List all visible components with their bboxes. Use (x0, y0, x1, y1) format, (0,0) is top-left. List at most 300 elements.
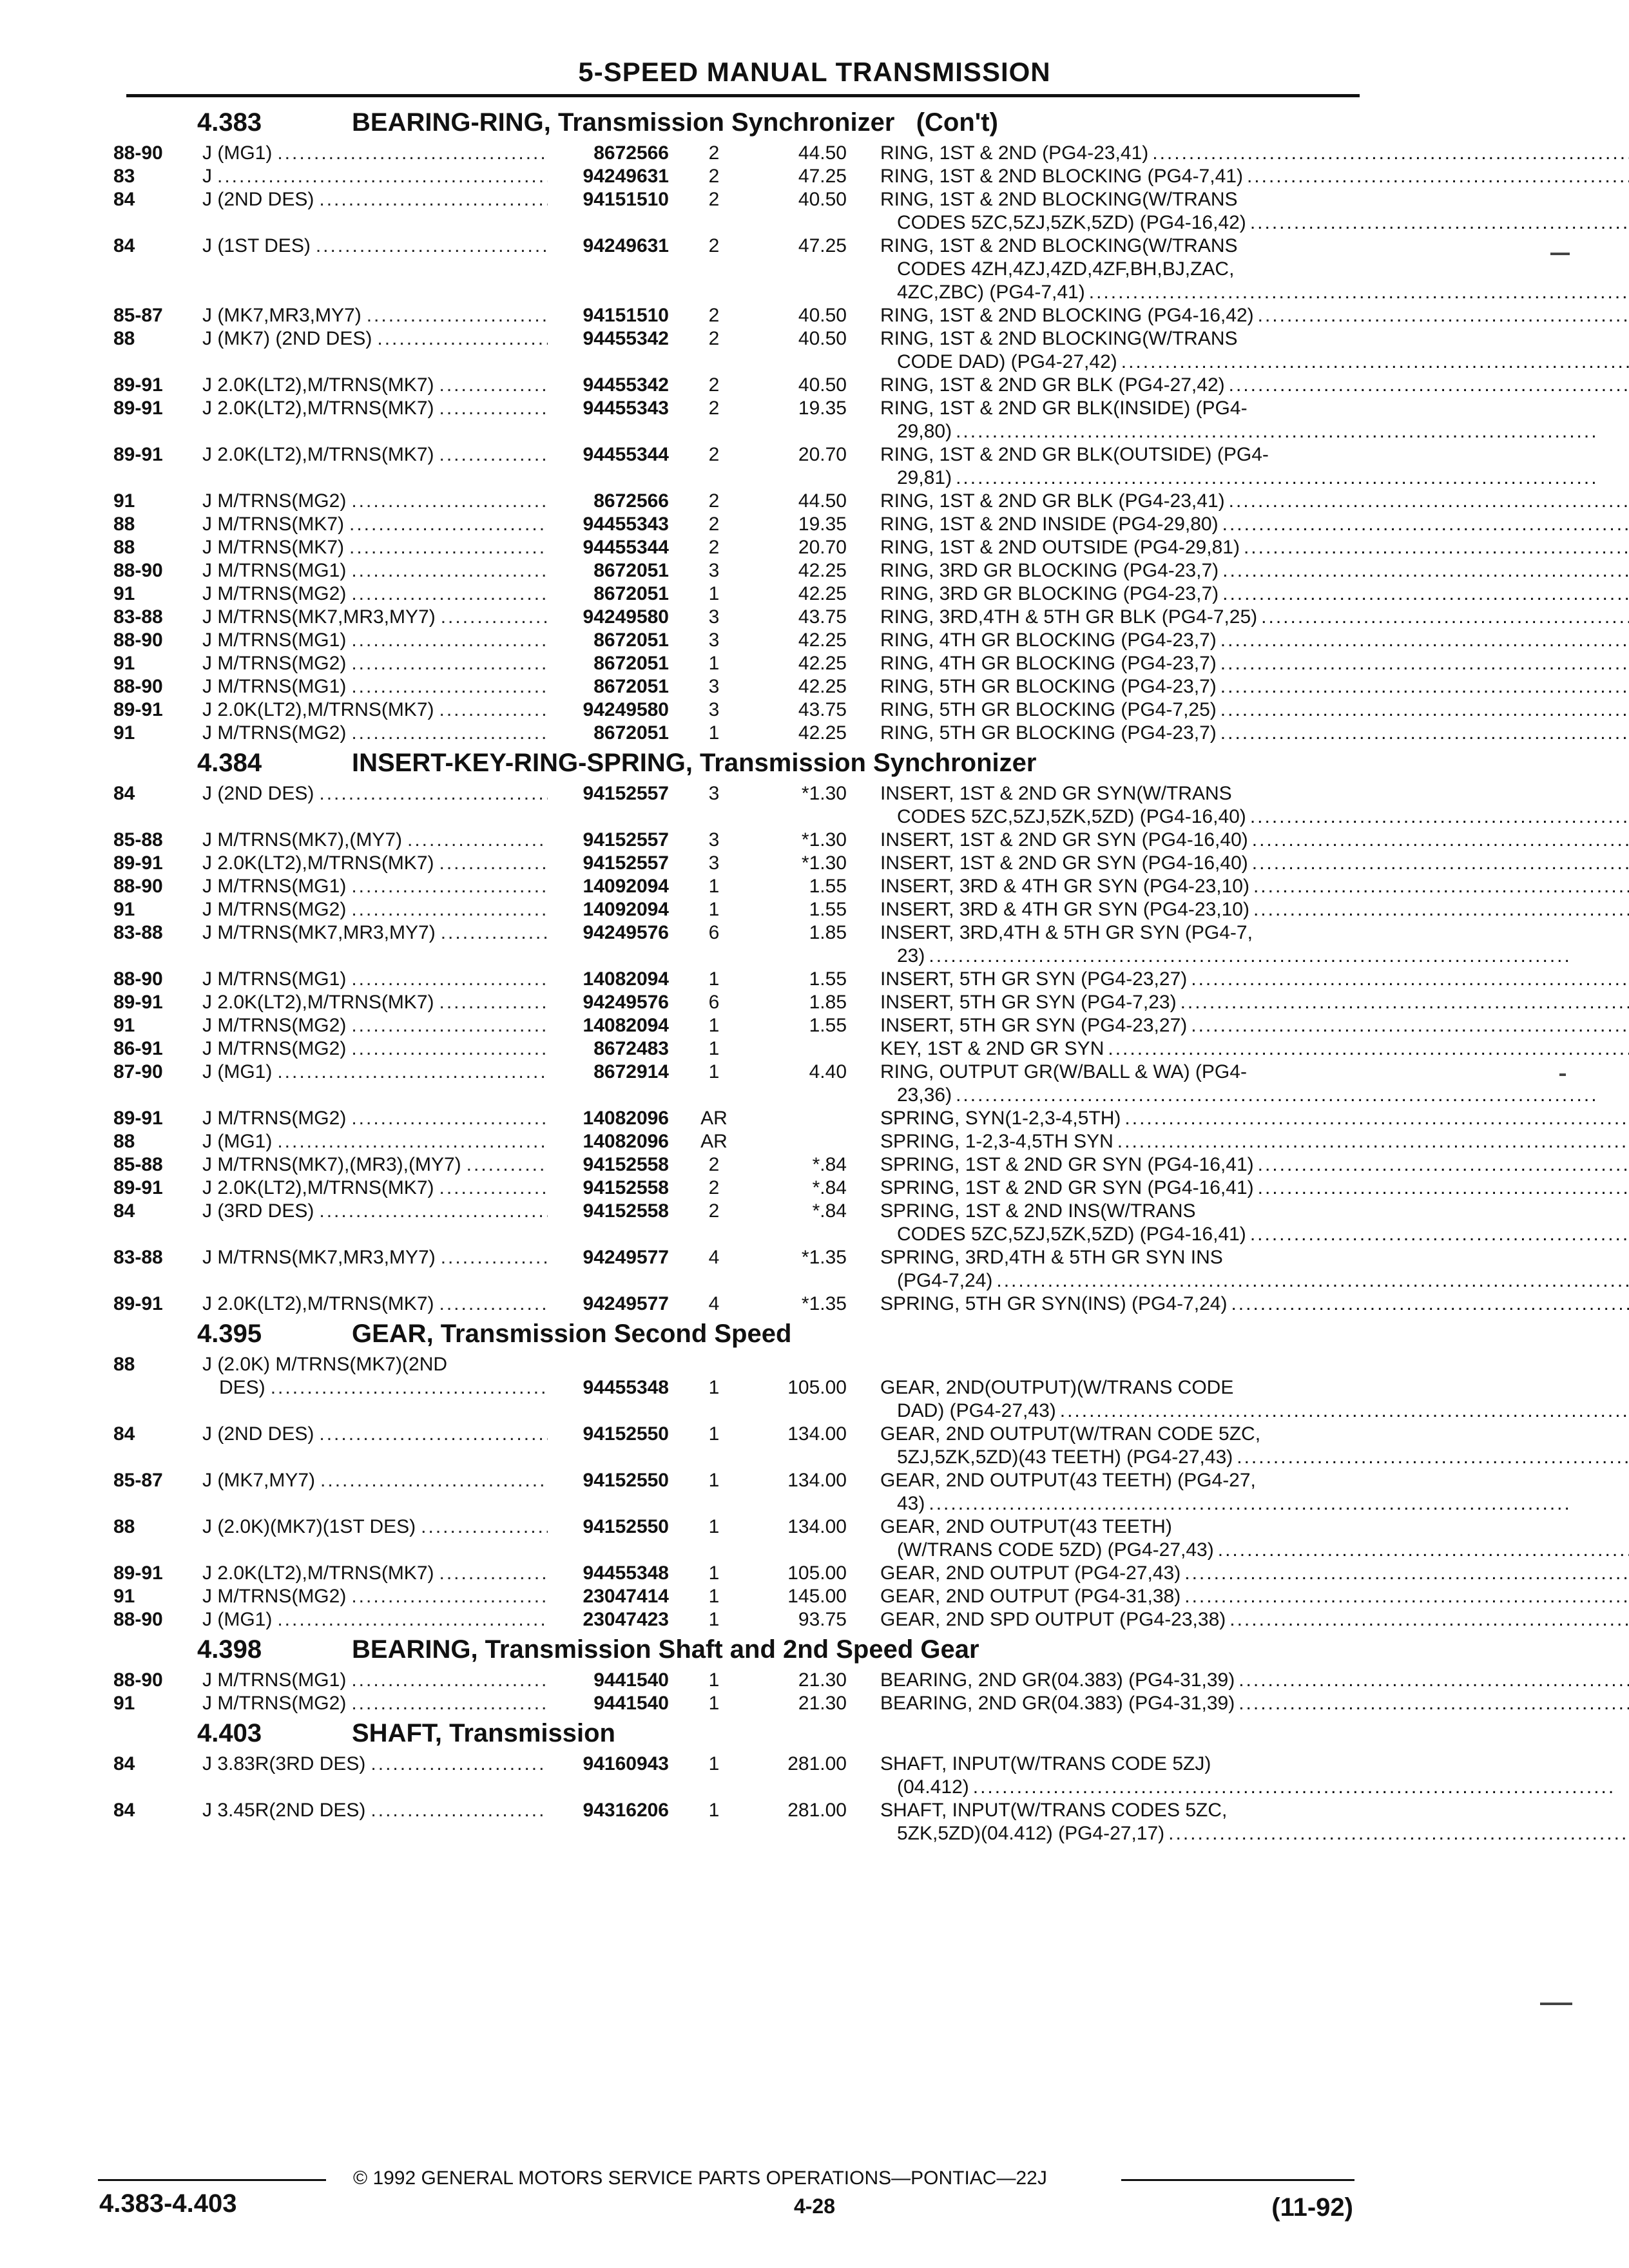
model-year: 88 (113, 1131, 135, 1152)
list-price: *1.30 (801, 829, 847, 850)
quantity: 1 (708, 1753, 720, 1774)
part-description (880, 142, 1629, 165)
model-year: 83 (113, 166, 135, 187)
quantity: 1 (708, 876, 720, 897)
dot-leader (319, 1200, 548, 1223)
dot-leader (377, 327, 548, 351)
description-text: 23) (897, 945, 925, 966)
model-year: 88 (113, 1354, 135, 1375)
application-text: J M/TRNS(MK7),(MR3),(MY7) (202, 1154, 461, 1175)
dot-leader (1117, 1130, 1629, 1153)
quantity: 3 (708, 676, 720, 697)
dot-leader (371, 1799, 548, 1822)
model-year: 88-90 (113, 876, 163, 897)
description-line (880, 304, 1629, 327)
description-text: KEY, 1ST & 2ND GR SYN (880, 1038, 1104, 1059)
description-text: RING, 3RD GR BLOCKING (PG4-23,7) (880, 583, 1219, 604)
model-year: 84 (113, 189, 135, 210)
dot-leader (1252, 852, 1629, 875)
vehicle-application (202, 1037, 548, 1061)
description-line (880, 1130, 1629, 1153)
description-text: RING, 5TH GR BLOCKING (PG4-7,25) (880, 699, 1217, 720)
dot-leader (351, 898, 548, 921)
vehicle-application (202, 1692, 548, 1715)
vehicle-application (202, 142, 548, 165)
description-text: DAD) (PG4-27,43) (897, 1400, 1056, 1421)
dot-leader (441, 921, 548, 945)
description-line (880, 258, 1629, 281)
dot-leader (351, 1037, 548, 1061)
model-year: 89-91 (113, 992, 163, 1013)
part-description (880, 675, 1629, 698)
quantity: 4 (708, 1247, 720, 1268)
dot-leader (1152, 142, 1629, 165)
description-line (880, 188, 1629, 211)
part-description (880, 629, 1629, 652)
part-description (880, 606, 1629, 629)
list-price: 42.25 (798, 676, 847, 697)
part-description (880, 782, 1629, 829)
model-year: 84 (113, 783, 135, 804)
part-row (113, 1153, 1364, 1177)
description-text: GEAR, 2ND OUTPUT(43 TEETH) (PG4-27, (880, 1470, 1256, 1491)
quantity: 6 (708, 922, 720, 943)
description-text: CODES 5ZC,5ZJ,5ZK,5ZD) (PG4-16,42) (897, 212, 1246, 233)
description-line (880, 1822, 1629, 1845)
list-price (737, 1130, 847, 1153)
vehicle-application (202, 1753, 548, 1776)
part-number: 94249577 (583, 1293, 669, 1314)
description-text: 5ZK,5ZD)(04.412) (PG4-27,17) (897, 1823, 1165, 1844)
model-year: 84 (113, 1423, 135, 1445)
description-text: 29,81) (897, 467, 952, 488)
model-year: 91 (113, 490, 135, 512)
dot-leader (1250, 211, 1629, 235)
description-line (880, 1376, 1629, 1399)
description-line (880, 1014, 1629, 1037)
part-number: 94455343 (583, 398, 669, 419)
vehicle-application (202, 968, 548, 991)
footer-date: (11-92) (1271, 2193, 1353, 2222)
dot-leader (1168, 1822, 1629, 1845)
dot-leader (439, 397, 548, 420)
part-description (880, 1753, 1615, 1799)
quantity: 6 (708, 992, 720, 1013)
dot-leader (439, 374, 548, 397)
part-number: 94249576 (583, 922, 669, 943)
model-year: 88 (113, 1516, 135, 1537)
description-line (880, 1692, 1629, 1715)
list-price: 44.50 (798, 490, 847, 512)
list-price: 42.25 (798, 722, 847, 744)
dot-leader (351, 722, 548, 745)
application-text: J M/TRNS(MK7,MR3,MY7) (202, 606, 436, 628)
description-text: INSERT, 1ST & 2ND GR SYN (PG4-16,40) (880, 829, 1248, 850)
quantity: 1 (708, 653, 720, 674)
list-price: 1.55 (809, 1015, 847, 1036)
part-row (113, 921, 1364, 968)
application-text: J M/TRNS(MG2) (202, 490, 347, 512)
dot-leader (1258, 1153, 1629, 1177)
model-year: 88-90 (113, 560, 163, 581)
dot-leader (1242, 188, 1629, 211)
part-row (113, 490, 1364, 513)
list-price: 43.75 (798, 699, 847, 720)
description-text: 23,36) (897, 1084, 952, 1106)
model-year: 88-90 (113, 968, 163, 990)
quantity: 1 (708, 1423, 720, 1445)
description-line (880, 374, 1629, 397)
list-price: 43.75 (798, 606, 847, 628)
quantity: 1 (708, 899, 720, 920)
quantity: 3 (708, 852, 720, 874)
dot-leader (956, 466, 1598, 490)
dot-leader (929, 1492, 1571, 1515)
vehicle-application (202, 1107, 548, 1130)
dot-leader (351, 1669, 548, 1692)
vehicle-application (202, 397, 548, 420)
description-line (880, 805, 1629, 829)
application-text: J M/TRNS(MG2) (202, 1586, 347, 1607)
dot-leader (1124, 1107, 1629, 1130)
section-header (113, 104, 1364, 142)
dot-leader (316, 235, 548, 258)
part-row (113, 1107, 1364, 1130)
quantity: 4 (708, 1293, 720, 1314)
dot-leader (217, 165, 548, 188)
application-text: J 3.83R(3RD DES) (202, 1753, 366, 1774)
application-text: J M/TRNS(MG1) (202, 629, 347, 651)
part-number: 94152558 (583, 1200, 669, 1222)
part-number: 94152550 (583, 1423, 669, 1445)
part-description (880, 582, 1629, 606)
dot-leader (271, 1376, 548, 1399)
dot-leader (1222, 559, 1629, 582)
dot-leader (956, 1084, 1598, 1107)
dot-leader (319, 782, 548, 805)
description-text: RING, 1ST & 2ND BLOCKING(W/TRANS (880, 189, 1238, 210)
part-description (880, 1293, 1629, 1316)
list-price: *1.30 (801, 783, 847, 804)
section-header (113, 1316, 1364, 1353)
part-description (880, 991, 1629, 1014)
part-description (880, 829, 1629, 852)
part-description (880, 1669, 1629, 1692)
list-price: 105.00 (787, 1562, 847, 1584)
part-number: 94152557 (583, 829, 669, 850)
description-line (880, 1669, 1629, 1692)
part-description (880, 968, 1629, 991)
application-text: J M/TRNS(MG1) (202, 676, 347, 697)
part-row (113, 235, 1364, 304)
part-row (113, 698, 1364, 722)
model-year: 88-90 (113, 1669, 163, 1691)
vehicle-application (202, 1515, 548, 1539)
description-text: RING, 1ST & 2ND INSIDE (PG4-29,80) (880, 514, 1219, 535)
vehicle-application (202, 1353, 548, 1376)
part-number: 94455344 (583, 537, 669, 558)
description-line (880, 1608, 1629, 1631)
part-description (880, 921, 1572, 968)
model-year: 91 (113, 1693, 135, 1714)
dot-leader (1176, 1515, 1629, 1539)
part-row (113, 1014, 1364, 1037)
list-price: 1.55 (809, 899, 847, 920)
part-description (880, 1037, 1629, 1061)
model-year: 88-90 (113, 676, 163, 697)
model-year: 89-91 (113, 1177, 163, 1198)
description-line (880, 652, 1629, 675)
vehicle-application (202, 1130, 548, 1153)
part-row (113, 188, 1364, 235)
model-year: 84 (113, 1200, 135, 1222)
part-number: 9441540 (593, 1693, 669, 1714)
description-text: 4ZC,ZBC) (PG4-7,41) (897, 282, 1085, 303)
part-description (880, 188, 1629, 235)
description-text: GEAR, 2ND OUTPUT(W/TRAN CODE 5ZC, (880, 1423, 1261, 1445)
dot-leader (1220, 722, 1629, 745)
dot-leader (1108, 1037, 1629, 1061)
part-row (113, 327, 1364, 374)
vehicle-application (202, 921, 548, 945)
description-text: RING, 4TH GR BLOCKING (PG4-23,7) (880, 629, 1217, 651)
list-price: 281.00 (787, 1800, 847, 1821)
description-line (880, 1061, 1599, 1084)
description-line (880, 1469, 1572, 1492)
footer-rule-right (1121, 2179, 1354, 2181)
application-text: J M/TRNS(MG2) (202, 653, 347, 674)
description-text: INSERT, 1ST & 2ND GR SYN (PG4-16,40) (880, 852, 1248, 874)
quantity: 2 (708, 1200, 720, 1222)
part-row (113, 852, 1364, 875)
description-text: GEAR, 2ND SPD OUTPUT (PG4-23,38) (880, 1609, 1226, 1630)
dot-leader (1121, 351, 1629, 374)
list-price: 145.00 (787, 1586, 847, 1607)
part-description (880, 235, 1629, 304)
vehicle-application-continued (202, 1376, 548, 1399)
description-text: INSERT, 3RD & 4TH GR SYN (PG4-23,10) (880, 876, 1249, 897)
part-number: 14082096 (583, 1131, 669, 1152)
model-year: 89-91 (113, 444, 163, 465)
description-text: SPRING, 1-2,3-4,5TH SYN (880, 1131, 1113, 1152)
description-line (880, 1037, 1629, 1061)
part-description (880, 1692, 1629, 1715)
vehicle-application (202, 829, 548, 852)
application-text: J M/TRNS(MG1) (202, 560, 347, 581)
part-description (880, 1061, 1599, 1107)
description-line (880, 351, 1629, 374)
part-number: 14082094 (583, 968, 669, 990)
description-line (880, 1492, 1572, 1515)
part-number: 94249631 (583, 235, 669, 256)
dot-leader (351, 629, 548, 652)
part-number: 94455342 (583, 328, 669, 349)
section-title: BEARING, Transmission Shaft and 2nd Speed Gear (352, 1635, 979, 1664)
description-line (880, 559, 1629, 582)
description-text: INSERT, 5TH GR SYN (PG4-7,23) (880, 992, 1177, 1013)
part-number: 94249631 (583, 166, 669, 187)
quantity: 2 (708, 166, 720, 187)
list-price: 42.25 (798, 629, 847, 651)
description-line (880, 1293, 1629, 1316)
part-row (113, 1669, 1364, 1692)
section-header (113, 745, 1364, 782)
description-text: SHAFT, INPUT(W/TRANS CODE 5ZJ) (880, 1753, 1211, 1774)
application-text: J (1ST DES) (202, 235, 311, 256)
description-text: BEARING, 2ND GR(04.383) (PG4-31,39) (880, 1693, 1235, 1714)
quantity: 3 (708, 699, 720, 720)
quantity: 1 (708, 1562, 720, 1584)
description-line (880, 1585, 1629, 1608)
dot-leader (367, 304, 548, 327)
dot-leader (1089, 281, 1629, 304)
quantity: 1 (708, 1800, 720, 1821)
application-text: J (MK7,MR3,MY7) (202, 305, 361, 326)
dot-leader (1191, 1014, 1629, 1037)
description-text: RING, 1ST & 2ND BLOCKING (PG4-16,42) (880, 305, 1254, 326)
application-text: J M/TRNS(MK7),(MY7) (202, 829, 402, 850)
application-text: J 2.0K(LT2),M/TRNS(MK7) (202, 1293, 434, 1314)
part-description (880, 443, 1599, 490)
vehicle-application (202, 1608, 548, 1631)
quantity: AR (700, 1131, 728, 1152)
description-text: CODES 5ZC,5ZJ,5ZK,5ZD) (PG4-16,41) (897, 1224, 1246, 1245)
dot-leader (1242, 235, 1629, 258)
description-text: 29,80) (897, 421, 952, 442)
list-price: 19.35 (798, 514, 847, 535)
vehicle-application (202, 1177, 548, 1200)
dot-leader (1250, 805, 1629, 829)
section-header (113, 1715, 1364, 1753)
quantity: 2 (708, 537, 720, 558)
model-year: 84 (113, 235, 135, 256)
part-number: 8672051 (593, 722, 669, 744)
list-price: *1.35 (801, 1247, 847, 1268)
application-text: J M/TRNS(MG1) (202, 1669, 347, 1691)
dot-leader (1273, 443, 1599, 466)
description-line (880, 443, 1599, 466)
quantity: 2 (708, 305, 720, 326)
dot-leader (439, 991, 548, 1014)
model-year: 91 (113, 899, 135, 920)
part-row (113, 1753, 1364, 1799)
description-line (880, 397, 1599, 420)
page-title: 5-SPEED MANUAL TRANSMISSION (578, 57, 1051, 87)
dot-leader (1236, 782, 1629, 805)
vehicle-application (202, 1246, 548, 1269)
model-year: 85-87 (113, 305, 163, 326)
dot-leader (973, 1776, 1615, 1799)
part-description (880, 1562, 1629, 1585)
header-rule (126, 94, 1360, 97)
model-year: 87-90 (113, 1061, 163, 1082)
list-price: 42.25 (798, 653, 847, 674)
margin-mark (1550, 253, 1570, 255)
quantity: 3 (708, 783, 720, 804)
description-line (880, 1084, 1599, 1107)
dot-leader (1251, 1061, 1599, 1084)
application-text: J (2ND DES) (202, 1423, 314, 1445)
description-line (880, 1515, 1629, 1539)
description-line (880, 582, 1629, 606)
description-text: RING, 1ST & 2ND (PG4-23,41) (880, 142, 1149, 164)
dot-leader (349, 513, 548, 536)
list-price: 134.00 (787, 1423, 847, 1445)
vehicle-application (202, 898, 548, 921)
part-number: 8672051 (593, 653, 669, 674)
part-number: 94455348 (583, 1377, 669, 1398)
description-text: (W/TRANS CODE 5ZD) (PG4-27,43) (897, 1539, 1214, 1561)
list-price: 20.70 (798, 537, 847, 558)
quantity: 2 (708, 444, 720, 465)
part-description (880, 1107, 1629, 1130)
dot-leader (439, 443, 548, 466)
dot-leader (996, 1269, 1629, 1293)
dot-leader (351, 875, 548, 898)
description-line (880, 1246, 1629, 1269)
application-text: J (MK7,MY7) (202, 1470, 316, 1491)
description-text: CODES 4ZH,4ZJ,4ZD,4ZF,BH,BJ,ZAC, (897, 258, 1235, 280)
description-text: INSERT, 3RD & 4TH GR SYN (PG4-23,10) (880, 899, 1249, 920)
application-text: J M/TRNS(MK7,MR3,MY7) (202, 922, 436, 943)
dot-leader (1220, 675, 1629, 698)
model-year: 83-88 (113, 606, 163, 628)
part-row (113, 898, 1364, 921)
part-number: 94151510 (583, 189, 669, 210)
part-description (880, 327, 1629, 374)
application-text: J (MG1) (202, 1061, 273, 1082)
application-text: J (MG1) (202, 1609, 273, 1630)
part-number: 94249577 (583, 1247, 669, 1268)
vehicle-application (202, 165, 548, 188)
description-line (880, 1107, 1629, 1130)
model-year: 88-90 (113, 629, 163, 651)
part-description (880, 374, 1629, 397)
section-number: 4.383 (197, 108, 262, 137)
list-price: 47.25 (798, 235, 847, 256)
list-price: 20.70 (798, 444, 847, 465)
description-text: 5ZJ,5ZK,5ZD)(43 TEETH) (PG4-27,43) (897, 1446, 1233, 1468)
vehicle-application (202, 1423, 548, 1446)
model-year: 88-90 (113, 1609, 163, 1630)
part-description (880, 490, 1629, 513)
part-row (113, 142, 1364, 165)
description-line (880, 142, 1629, 165)
vehicle-application (202, 490, 548, 513)
application-text: DES) (219, 1377, 265, 1398)
part-number: 8672051 (593, 629, 669, 651)
dot-leader (1239, 1692, 1629, 1715)
description-line (880, 629, 1629, 652)
part-row (113, 443, 1364, 490)
quantity: 2 (708, 142, 720, 164)
dot-leader (1229, 490, 1629, 513)
part-description (880, 397, 1599, 443)
description-text: SPRING, 3RD,4TH & 5TH GR SYN INS (880, 1247, 1223, 1268)
part-description (880, 165, 1629, 188)
vehicle-application (202, 443, 548, 466)
vehicle-application (202, 582, 548, 606)
dot-leader (277, 1608, 548, 1631)
dot-leader (1260, 1469, 1572, 1492)
footer-rule-left (98, 2179, 326, 2181)
part-number: 94152558 (583, 1177, 669, 1198)
description-line (880, 898, 1629, 921)
dot-leader (1220, 698, 1629, 722)
vehicle-application (202, 1153, 548, 1177)
part-number: 94152550 (583, 1470, 669, 1491)
quantity: 1 (708, 1015, 720, 1036)
